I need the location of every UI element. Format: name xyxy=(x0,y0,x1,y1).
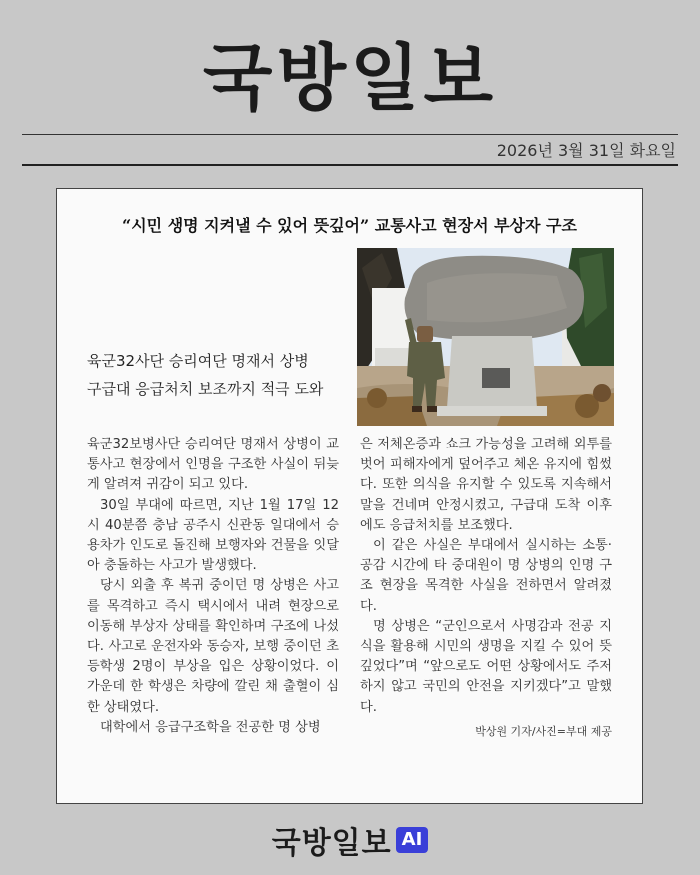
issue-date: 2026년 3월 31일 화요일 xyxy=(496,141,676,160)
article-paragraph: 이 같은 사실은 부대에서 실시하는 소통·공감 시간에 타 중대원이 명 상병의 인명 구조 현장을 목격한 사실을 전하면서 알려졌다. xyxy=(360,538,612,614)
article-subhead xyxy=(87,347,345,403)
masthead-title: 국방일보 xyxy=(202,36,498,120)
footer xyxy=(0,818,700,862)
article-headline: “시민 생명 지켜낼 수 있어 뜻깊어” 교통사고 현장서 부상자 구조 xyxy=(122,216,577,235)
ai-badge: AI xyxy=(396,827,429,853)
article-paragraph: 명 상병은 “군인으로서 사명감과 전공 지식을 활용해 시민의 생명을 지킬 수 있어 뜻깊었다”며 “앞으로도 어떤 상황에서도 주저하지 않고 국민의 안전을 지키겠다”고 말했다. xyxy=(360,618,612,715)
article-photo xyxy=(357,248,614,426)
header-rule-top xyxy=(22,134,678,135)
article-paragraph: 당시 외출 후 복귀 중이던 명 상병은 사고를 목격하고 즉시 택시에서 내려 현장으로 이동해 부상자 상태를 확인하며 구조에 나섰다. 사고로 운전자와 동승자, 보행 중이던 초등학생 2명이 부상을 입은 상황이었다. 이 가운데 한 학생은 차량에 깔린 채 출혈이 심한 상태였다. xyxy=(87,578,339,715)
article-column-right xyxy=(360,435,612,742)
article-paragraph: 육군32보병사단 승리여단 명재서 상병이 교통사고 현장에서 인명을 구조한 사실이 뒤늦게 알려져 귀감이 되고 있다. xyxy=(87,437,339,493)
photo-credit: 박상원 기자/사진=부대 제공 xyxy=(475,724,612,738)
article-clipping xyxy=(56,188,643,804)
article-column-left xyxy=(87,435,339,738)
article-paragraph: 대학에서 응급구조학을 전공한 명 상병 xyxy=(100,719,321,735)
article-paragraph: 은 저체온증과 쇼크 가능성을 고려해 외투를 벗어 피해자에게 덮어주고 체온 유지에 힘썼다. 또한 의식을 유지할 수 있도록 지속해서 말을 건네며 안정시켰고, 구급대 도착 이후에도 응급처치를 보조했다. xyxy=(360,437,612,533)
soldier-memorial-photo xyxy=(357,248,614,426)
header-rule-bottom xyxy=(22,164,678,166)
article-paragraph: 30일 부대에 따르면, 지난 1월 17일 12시 40분쯤 충남 공주시 신관동 일대에서 승용차가 인도로 돌진해 보행자와 건물을 잇달아 충돌하는 사고가 발생했다. xyxy=(87,497,339,574)
subhead-line: 구급대 응급처치 보조까지 적극 도와 xyxy=(87,380,324,398)
subhead-line: 육군32사단 승리여단 명재서 상병 xyxy=(87,352,309,370)
footer-logo: 국방일보 xyxy=(271,826,392,861)
